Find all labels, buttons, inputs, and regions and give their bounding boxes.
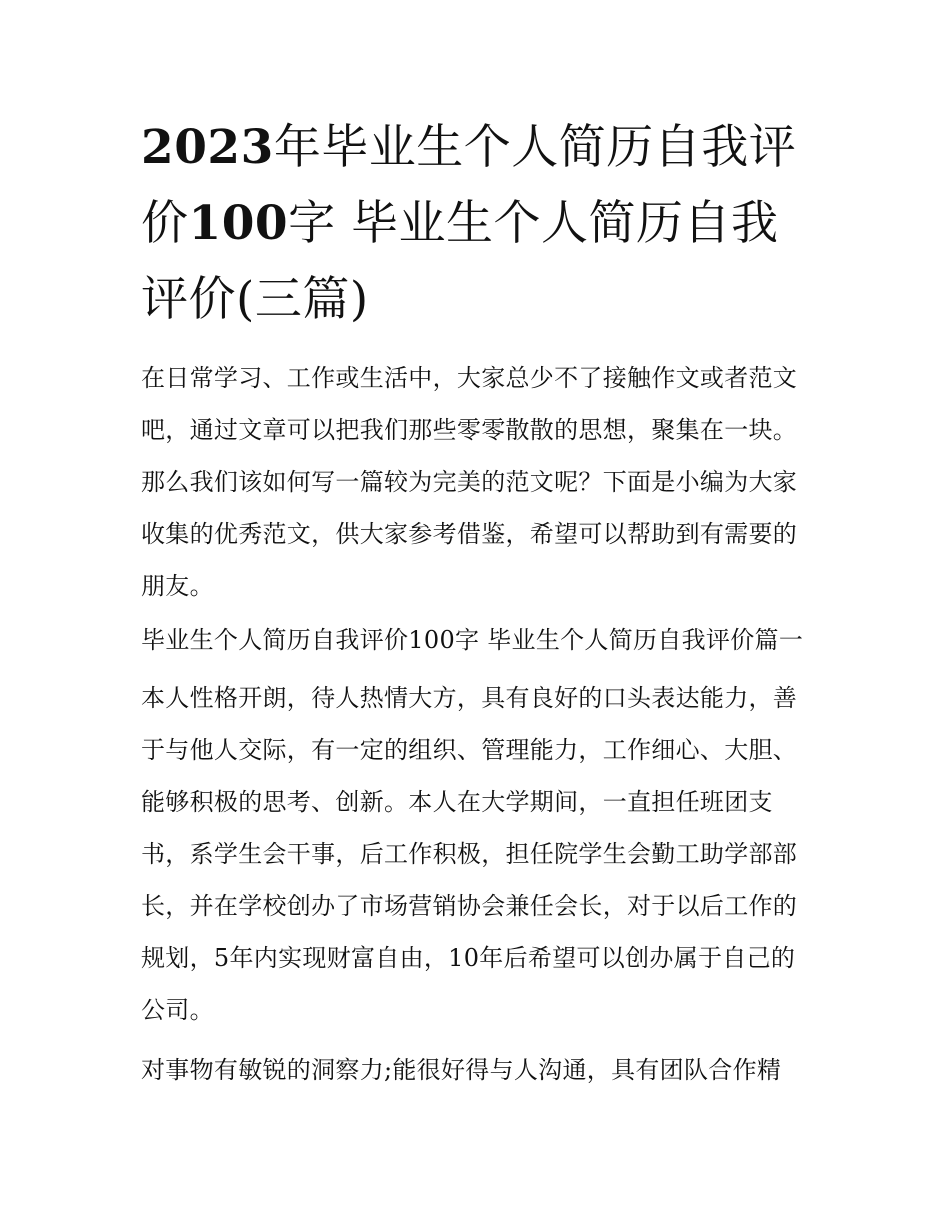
- intro-paragraph: 在日常学习、工作或生活中，大家总少不了接触作文或者范文吧，通过文章可以把我们那些零零散散的思想，聚集在一块。那么我们该如何写一篇较为完美的范文呢？下面是小编为大家收集的优秀范文，供大家参考借鉴，希望可以帮助到有需要的朋友。: [141, 364, 798, 600]
- document-page: [141, 110, 813, 1096]
- section-heading: 毕业生个人简历自我评价100字 毕业生个人简历自我评价篇一: [141, 626, 804, 654]
- title-text-2: 字 毕业生个人简历自我评价(三篇): [141, 196, 779, 327]
- title-text-1: 年毕业生个人简历自我评价: [141, 120, 797, 251]
- title-word-count: 100: [188, 196, 289, 251]
- body-paragraph-1: 本人性格开朗，待人热情大方，具有良好的口头表达能力，善于与他人交际，有一定的组织、管理能力，工作细心、大胆、能够积极的思考、创新。本人在大学期间，一直担任班团支书，系学生会干事，后工作积极，担任院学生会勤工助学部部长，并在学校创办了市场营销协会兼任会长，对于以后工作的规划，5年内实现财富自由，10年后希望可以创办属于自己的公司。: [141, 684, 798, 1024]
- document-title: [141, 110, 813, 338]
- body-paragraph-2: 对事物有敏锐的洞察力;能很好得与人沟通，具有团队合作精: [141, 1056, 782, 1084]
- title-year: 2023: [141, 120, 274, 175]
